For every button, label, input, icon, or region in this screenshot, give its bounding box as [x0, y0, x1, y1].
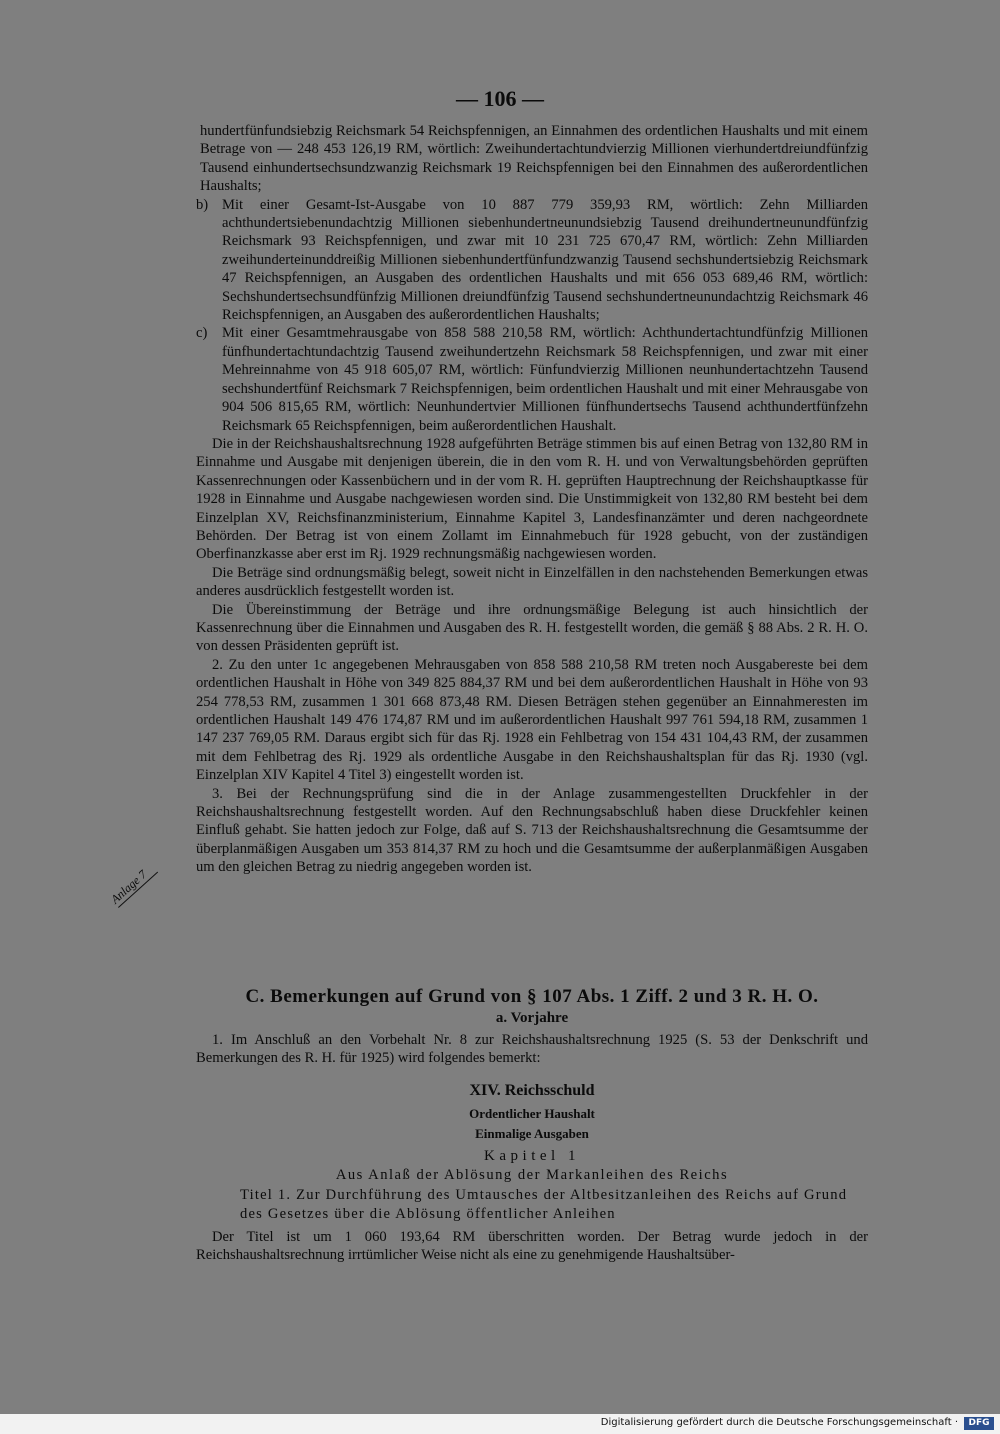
margin-note: Anlage 7 [108, 861, 158, 908]
main-text [196, 122, 868, 877]
paragraph: Der Titel ist um 1 060 193,64 RM überschritten worden. Der Betrag wurde jedoch in der Reichshaushaltsrechnung irrtümlicher Weise nicht als eine zu genehmigende Haushaltsüber- [196, 1228, 868, 1264]
section-subheading: a. Vorjahre [495, 1010, 569, 1026]
paragraph: 2. Zu den unter 1c angegebenen Mehrausgaben von 858 588 210,58 RM treten noch Ausgabereste bei dem ordentlichen Haushalt in Höhe von 349 825 884,37 RM und bei dem außerordentlichen Haushalt in Höhe von 93 254 778,53 RM, zusammen 1 301 668 873,48 RM. Diesen Beträgen stehen gegenüber an Einnahmeresten im ordentlichen Haushalt 149 476 174,87 RM und im außerordentlichen Haushalt 997 761 594,18 RM, zusammen 1 147 237 769,05 RM. Daraus ergibt sich für das Rj. 1928 ein Fehlbetrag von 154 431 104,43 RM, der zusammen mit dem Fehlbetrag des Rj. 1929 als ordentliche Ausgabe in den Reichshaushaltsplan für das Rj. 1930 (vgl. Einzelplan XIV Kapitel 4 Titel 3) eingestellt worden ist. [196, 656, 868, 784]
kapitel-heading: Kapitel 1 [484, 1147, 580, 1164]
list-item-text: Mit einer Gesamt-Ist-Ausgabe von 10 887 779 359,93 RM, wörtlich: Zehn Milliarden achthundertsiebenundachtzig Millionen siebenhundertneunundsiebzig Tausend dreihundertneunundfünfzig Reichsmark 93 Reichspfennigen, und zwar mit 10 231 725 670,47 RM, wörtlich: Zehn Milliarden zweihunderteinunddreißig Millionen siebenhundertfünfundzwanzig Tausend sechshundertsiebzig Reichsmark 47 Reichspfennigen, an Ausgaben des ordentlichen Haushalts und mit 656 053 689,46 RM, wörtlich: Sechshundertsechsundfünfzig Millionen dreiundfünfzig Tausend sechshundertneunundachtzig Reichsmark 46 Reichspfennigen, an Ausgaben des außerordentlichen Haushalts; [222, 196, 868, 324]
budget-heading: Ordentlicher Haushalt [469, 1105, 595, 1121]
footer-bar [0, 1414, 1000, 1434]
expense-heading: Einmalige Ausgaben [475, 1125, 589, 1141]
section-heading: C. Bemerkungen auf Grund von § 107 Abs. 1 Ziff. 2 und 3 R. H. O. [245, 986, 819, 1007]
list-item-b [196, 196, 868, 325]
footer-credit: Digitalisierung gefördert durch die Deutsche Forschungsgemeinschaft · [600, 1417, 958, 1428]
paragraph: Die in der Reichshaushaltsrechnung 1928 aufgeführten Beträge stimmen bis auf einen Betrag von 132,80 RM in Einnahme und Ausgabe mit denjenigen überein, die in den vom R. H. und von Verwaltungsbehörden geprüften Kassenrechnungen oder Kassenbüchern und in der vom R. H. geprüften Hauptrechnung der Reichshauptkasse für 1928 in Einnahme und Ausgabe nachgewiesen worden sind. Die Unstimmigkeit von 132,80 RM besteht bei dem Einzelplan XV, Reichsfinanzministerium, Einnahme Kapitel 3, Landesfinanzämter und deren nachgeordnete Behörden. Der Betrag ist von einem Zollamt im Einnahmebuch für 1928 gebucht, von der zuständigen Oberfinanzkasse aber erst im Rj. 1929 rechnungsmäßig nachgewiesen worden. [196, 435, 868, 563]
list-marker: c) [196, 325, 208, 342]
kapitel-title: Aus Anlaß der Ablösung der Markanleihen des Reichs [335, 1166, 729, 1183]
page-number: — 106 — [456, 86, 544, 111]
list-marker: b) [196, 196, 209, 213]
paragraph: 3. Bei der Rechnungsprüfung sind die in der Anlage zusammengestellten Druckfehler in der Reichshaushaltsrechnung festgestellt worden. Auf den Rechnungsabschluß haben diese Druckfehler keinen Einfluß gehabt. Sie hatten jedoch zur Folge, daß auf S. 713 der Reichshaushaltsrechnung die Gesamtsumme der überplanmäßigen Ausgaben um 353 814,37 RM zu hoch und die Gesamtsumme der außerplanmäßigen Ausgaben um den gleichen Betrag zu niedrig angegeben worden ist. [196, 785, 868, 876]
section-c [196, 986, 868, 1265]
paragraph: Die Beträge sind ordnungsmäßig belegt, soweit nicht in Einzelfällen in den nachstehenden Bemerkungen etwas anderes ausdrücklich festgestellt worden ist. [196, 564, 868, 600]
paragraph: 1. Im Anschluß an den Vorbehalt Nr. 8 zur Reichshaushaltsrechnung 1925 (S. 53 der Denkschrift und Bemerkungen des R. H. für 1925) wird folgendes bemerkt: [196, 1032, 868, 1067]
list-item-text: Mit einer Gesamtmehrausgabe von 858 588 210,58 RM, wörtlich: Achthundertachtundfünfzig Millionen fünfhundertachtundachtzig Tausend zweihundertzehn Reichsmark 58 Reichspfennigen, und zwar mit einer Mehreinnahme von 45 918 605,07 RM, wörtlich: Fünfundvierzig Millionen neunhundertachtzehn Tausend sechshundertfünf Reichsmark 7 Reichspfennigen, beim ordentlichen Haushalt und mit einer Mehrausgabe von 904 506 815,65 RM, wörtlich: Neunhundertvier Millionen fünfhundertsechs Tausend achthundertfünfzehn Reichsmark 65 Reichspfennigen, beim außerordentlichen Haushalt. [222, 325, 868, 434]
titel-heading: Titel 1. Zur Durchführung des Umtausches der Altbesitzanleihen des Reichs auf Grund des Gesetzes über die Ablösung öffentlicher Anleihen [240, 1186, 848, 1222]
list-item-c [196, 324, 868, 434]
dfg-logo-icon: DFG [964, 1417, 994, 1430]
paragraph: Die Übereinstimmung der Beträge und ihre ordnungsmäßige Belegung ist auch hinsichtlich der Kassenrechnung über die Einnahmen und Ausgaben des R. H. festgestellt worden, die gemäß § 88 Abs. 2 R. H. O. von dessen Präsidenten geprüft ist. [196, 601, 868, 655]
intro-paragraph: hundertfünfundsiebzig Reichsmark 54 Reichspfennigen, an Einnahmen des ordentlichen Haushalts und mit einem Betrage von — 248 453 126,19 RM, wörtlich: Zweihundertachtundvierzig Millionen vierhundertdreiundfünfzig Tausend einhundertsechsundzwanzig Reichsmark 19 Reichspfennigen bei den Einnahmen des außerordentlichen Haushalts; [200, 123, 868, 195]
chapter-heading: XIV. Reichsschuld [469, 1081, 595, 1099]
